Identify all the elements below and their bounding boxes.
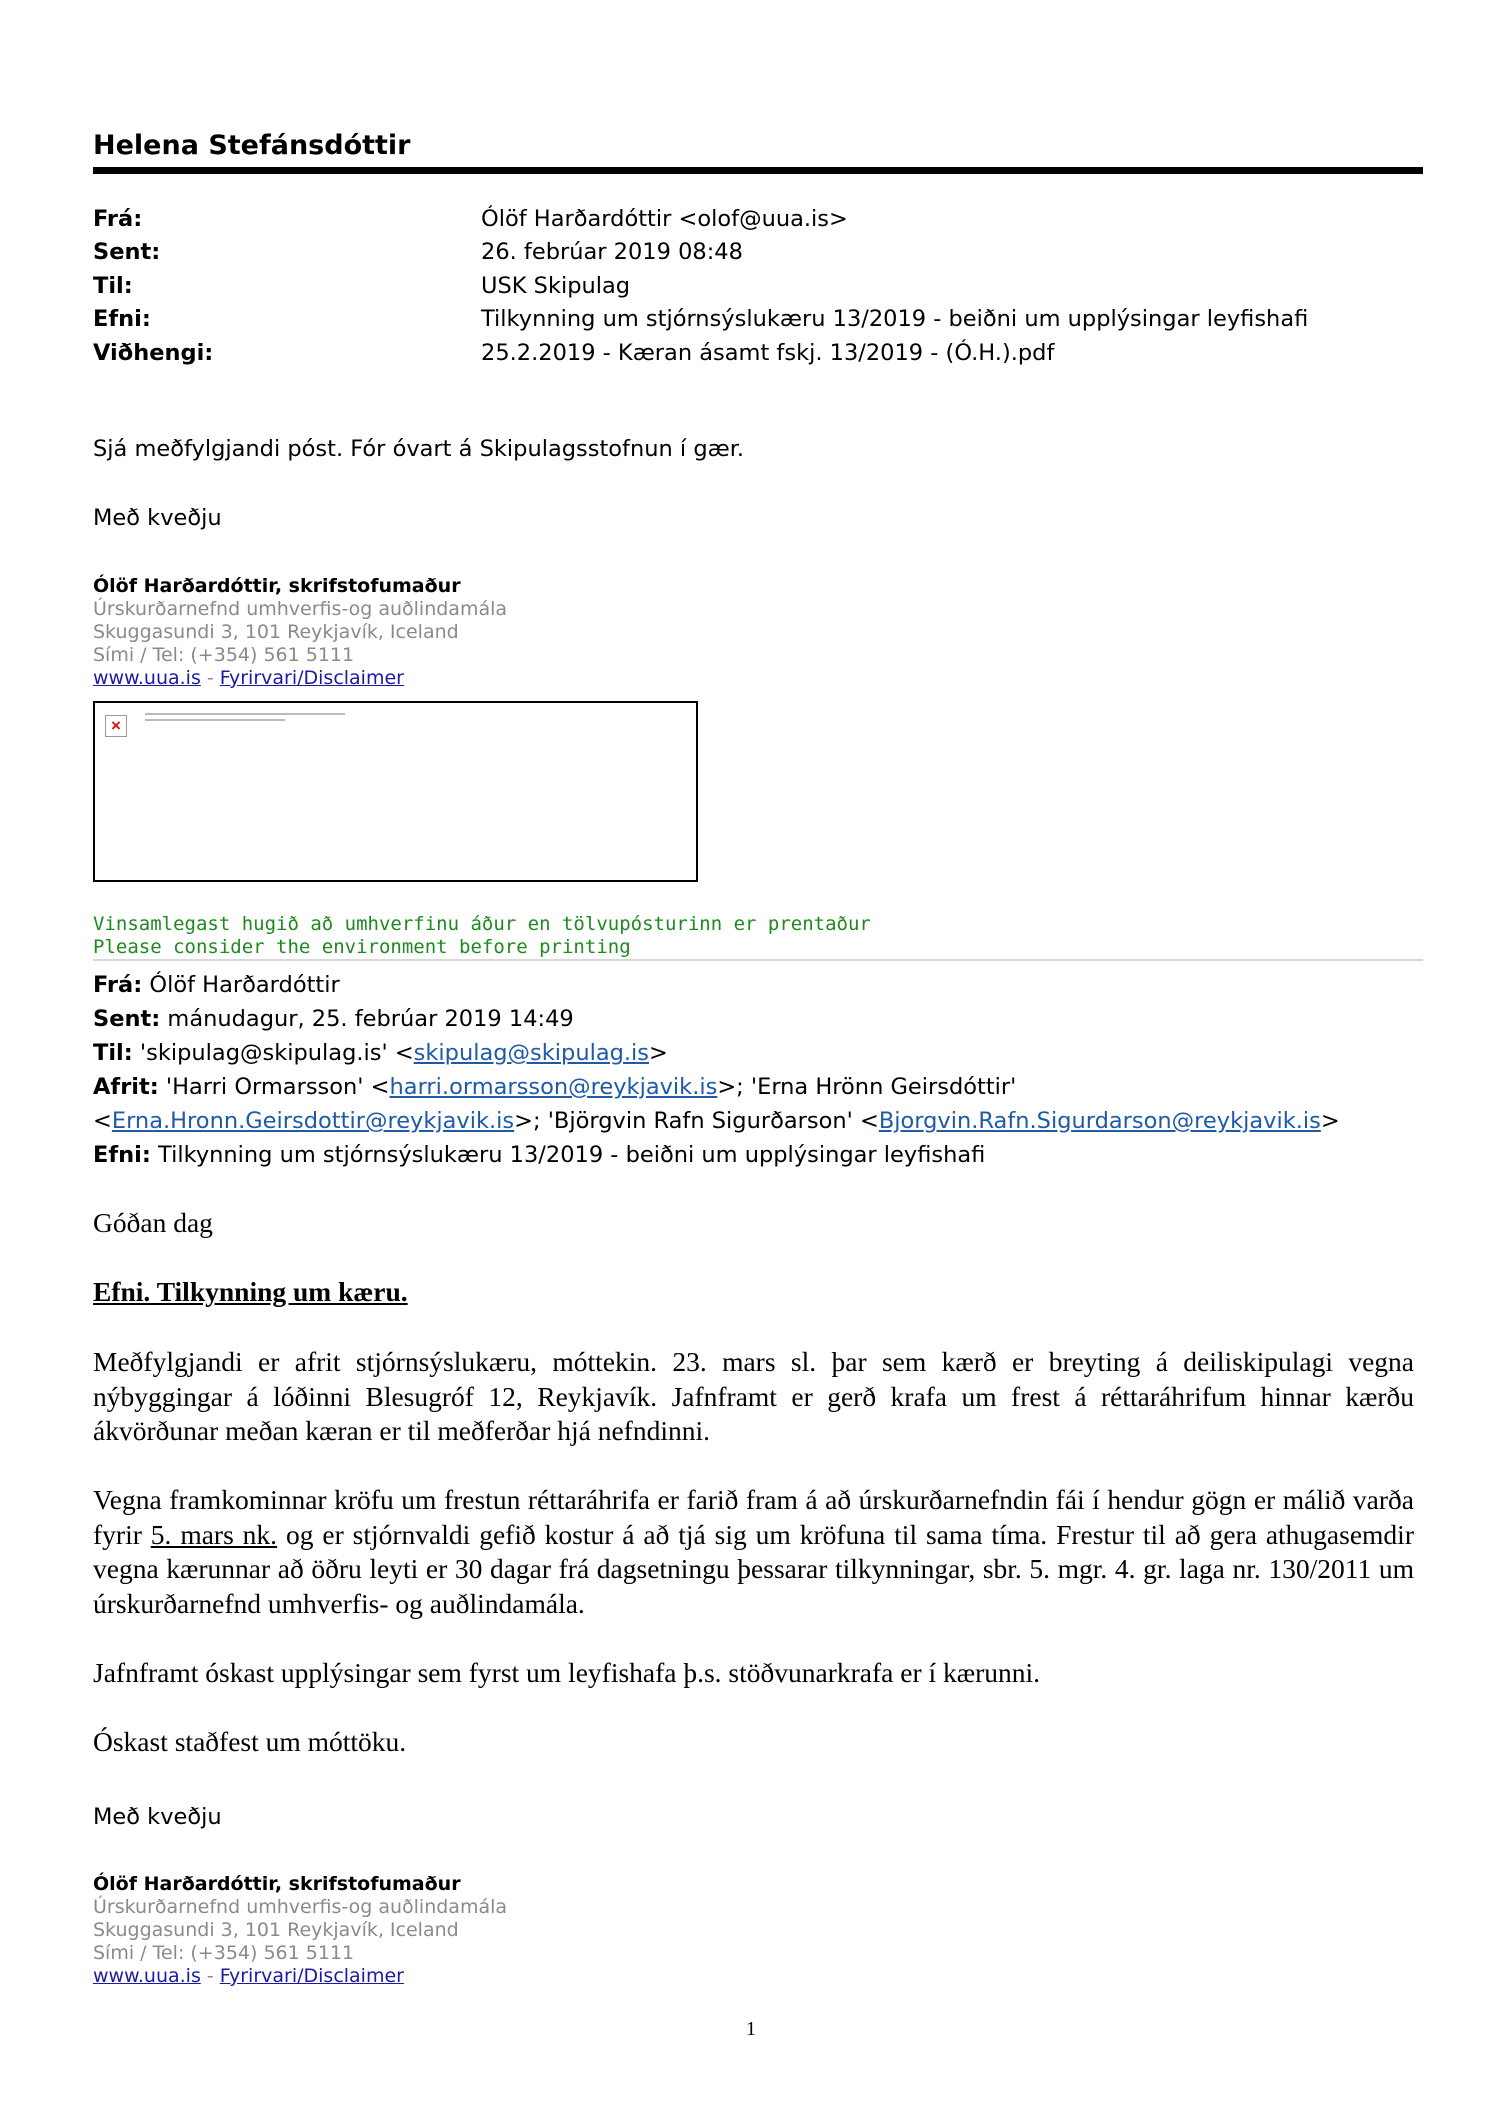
header-value: Ólöf Harðardóttir <olof@uua.is>: [481, 205, 848, 232]
closing-2: Með kveðju: [93, 1804, 222, 1830]
page-number: 1: [746, 2018, 756, 2040]
p2-text: Vegna framkominnar kröfu um frestun réttaráhrifa er farið fram á að úrskurðarnefndin fái í hendur gögn er málið varða fyrir: [93, 1484, 1414, 1550]
email-link-erna[interactable]: Erna.Hronn.Geirsdottir@reykjavik.is: [111, 1108, 515, 1134]
broken-image-icon: ×: [105, 715, 127, 737]
fwd-cc-label: Afrit:: [93, 1074, 159, 1100]
signature-org: Úrskurðarnefnd umhverfis-og auðlindamála: [93, 598, 508, 620]
header-label: Efni:: [93, 306, 151, 333]
header-row-attachment: [93, 336, 1423, 370]
fwd-to-text: >: [649, 1040, 668, 1066]
closing: Með kveðju: [93, 505, 222, 531]
disclaimer-link[interactable]: Fyrirvari/Disclaimer: [219, 667, 404, 689]
letter-heading: Efni. Tilkynning um kæru.: [93, 1276, 408, 1307]
fwd-from-label: Frá:: [93, 972, 143, 998]
website-link[interactable]: www.uua.is: [93, 1965, 201, 1987]
letter-paragraph-3: Jafnframt óskast upplýsingar sem fyrst um leyfishafa þ.s. stöðvunarkrafa er í kærunni.: [93, 1657, 1041, 1688]
header-label: Til:: [93, 272, 133, 299]
header-label: Sent:: [93, 239, 161, 266]
email-link-skipulag[interactable]: skipulag@skipulag.is: [413, 1040, 650, 1066]
separator: [93, 959, 1423, 961]
header-row-to: [93, 269, 1423, 303]
website-link[interactable]: www.uua.is: [93, 667, 201, 689]
signature-block: [93, 575, 507, 690]
fwd-cc-text: >; 'Erna Hrönn Geirsdóttir': [717, 1074, 1017, 1100]
alt-text-lines: [145, 713, 345, 725]
letter-greeting: Góðan dag: [93, 1207, 213, 1238]
header-value: 26. febrúar 2019 08:48: [481, 239, 743, 266]
fwd-from-value: Ólöf Harðardóttir: [142, 972, 340, 998]
letter-paragraph-1: Meðfylgjandi er afrit stjórnsýslukæru, móttekin. 23. mars sl. þar sem kærð er breyting á deiliskipulagi vegna nýbyggingar á lóðinni Blesugróf 12, Reykjavík. Jafnframt er gerð krafa um frest á réttaráhrifum hinnar kærðu ákvörðunar meðan kæran er til meðferðar hjá nefndinni.: [93, 1346, 1414, 1446]
header-value: Tilkynning um stjórnsýslukæru 13/2019 - beiðni um upplýsingar leyfishafi: [481, 306, 1309, 333]
signature-phone: Sími / Tel: (+354) 561 5111: [93, 644, 355, 666]
document-page: [93, 0, 1423, 2123]
owner-rule: [93, 167, 1423, 174]
header-row-from: [93, 202, 1423, 236]
signature-address: Skuggasundi 3, 101 Reykjavík, Iceland: [93, 1919, 459, 1941]
fwd-subject-value: Tilkynning um stjórnsýslukæru 13/2019 - beiðni um upplýsingar leyfishafi: [150, 1142, 986, 1168]
fwd-to-label: Til:: [93, 1040, 133, 1066]
disclaimer-link[interactable]: Fyrirvari/Disclaimer: [219, 1965, 404, 1987]
environment-note: [93, 913, 871, 959]
fwd-to-text: 'skipulag@skipulag.is' <: [132, 1040, 414, 1066]
p2-text: og er stjórnvaldi gefið kostur á að tjá sig um kröfuna til sama tíma. Frestur til að gera athugasemdir vegna kærunnar að öðru leyti er 30 dagar frá dagsetningu þessarar tilkynningar, sbr. 5. mgr. 4. gr. laga nr. 130/2011 um úrskurðarnefnd umhverfis- og auðlindamála.: [93, 1518, 1414, 1619]
environment-note-line: Vinsamlegast hugið að umhverfinu áður en tölvupósturinn er prentaður: [93, 913, 871, 935]
fwd-sent-label: Sent:: [93, 1006, 161, 1032]
letter-paragraph-4: Óskast staðfest um móttöku.: [93, 1726, 407, 1757]
forwarded-header: [93, 968, 1423, 1172]
fwd-subject-label: Efni:: [93, 1142, 151, 1168]
fwd-cc-text: >: [1320, 1108, 1340, 1134]
header-label: Frá:: [93, 205, 143, 232]
header-label: Viðhengi:: [93, 339, 214, 366]
signature-phone: Sími / Tel: (+354) 561 5111: [93, 1942, 355, 1964]
header-row-sent: [93, 236, 1423, 270]
signature-name: Ólöf Harðardóttir, skrifstofumaður: [93, 1873, 461, 1895]
email-link-harri[interactable]: harri.ormarsson@reykjavik.is: [389, 1074, 718, 1100]
header-value: 25.2.2019 - Kæran ásamt fskj. 13/2019 - (Ó.H.).pdf: [481, 339, 1055, 366]
signature-block-2: [93, 1873, 507, 1988]
letter-paragraph-2: [93, 1483, 1414, 1621]
signature-org: Úrskurðarnefnd umhverfis-og auðlindamála: [93, 1896, 508, 1918]
email-link-bjorgvin[interactable]: Bjorgvin.Rafn.Sigurdarson@reykjavik.is: [878, 1108, 1321, 1134]
link-separator: -: [200, 1965, 220, 1987]
environment-note-line: Please consider the environment before printing: [93, 936, 631, 958]
fwd-cc-text: <: [93, 1108, 112, 1134]
header-value: USK Skipulag: [481, 272, 631, 299]
email-header: [93, 202, 1423, 370]
header-row-subject: [93, 303, 1423, 337]
body-line: Sjá meðfylgjandi póst. Fór óvart á Skipulagsstofnun í gær.: [93, 436, 745, 462]
fwd-cc-text: >; 'Björgvin Rafn Sigurðarson' <: [514, 1108, 879, 1134]
document-owner: Helena Stefánsdóttir: [93, 130, 411, 161]
fwd-cc-text: 'Harri Ormarsson' <: [158, 1074, 390, 1100]
fwd-sent-value: mánudagur, 25. febrúar 2019 14:49: [160, 1006, 574, 1032]
p2-deadline: 5. mars nk.: [150, 1518, 278, 1550]
signature-address: Skuggasundi 3, 101 Reykjavík, Iceland: [93, 621, 459, 643]
link-separator: -: [200, 667, 220, 689]
image-placeholder: [93, 701, 698, 882]
signature-name: Ólöf Harðardóttir, skrifstofumaður: [93, 575, 461, 597]
